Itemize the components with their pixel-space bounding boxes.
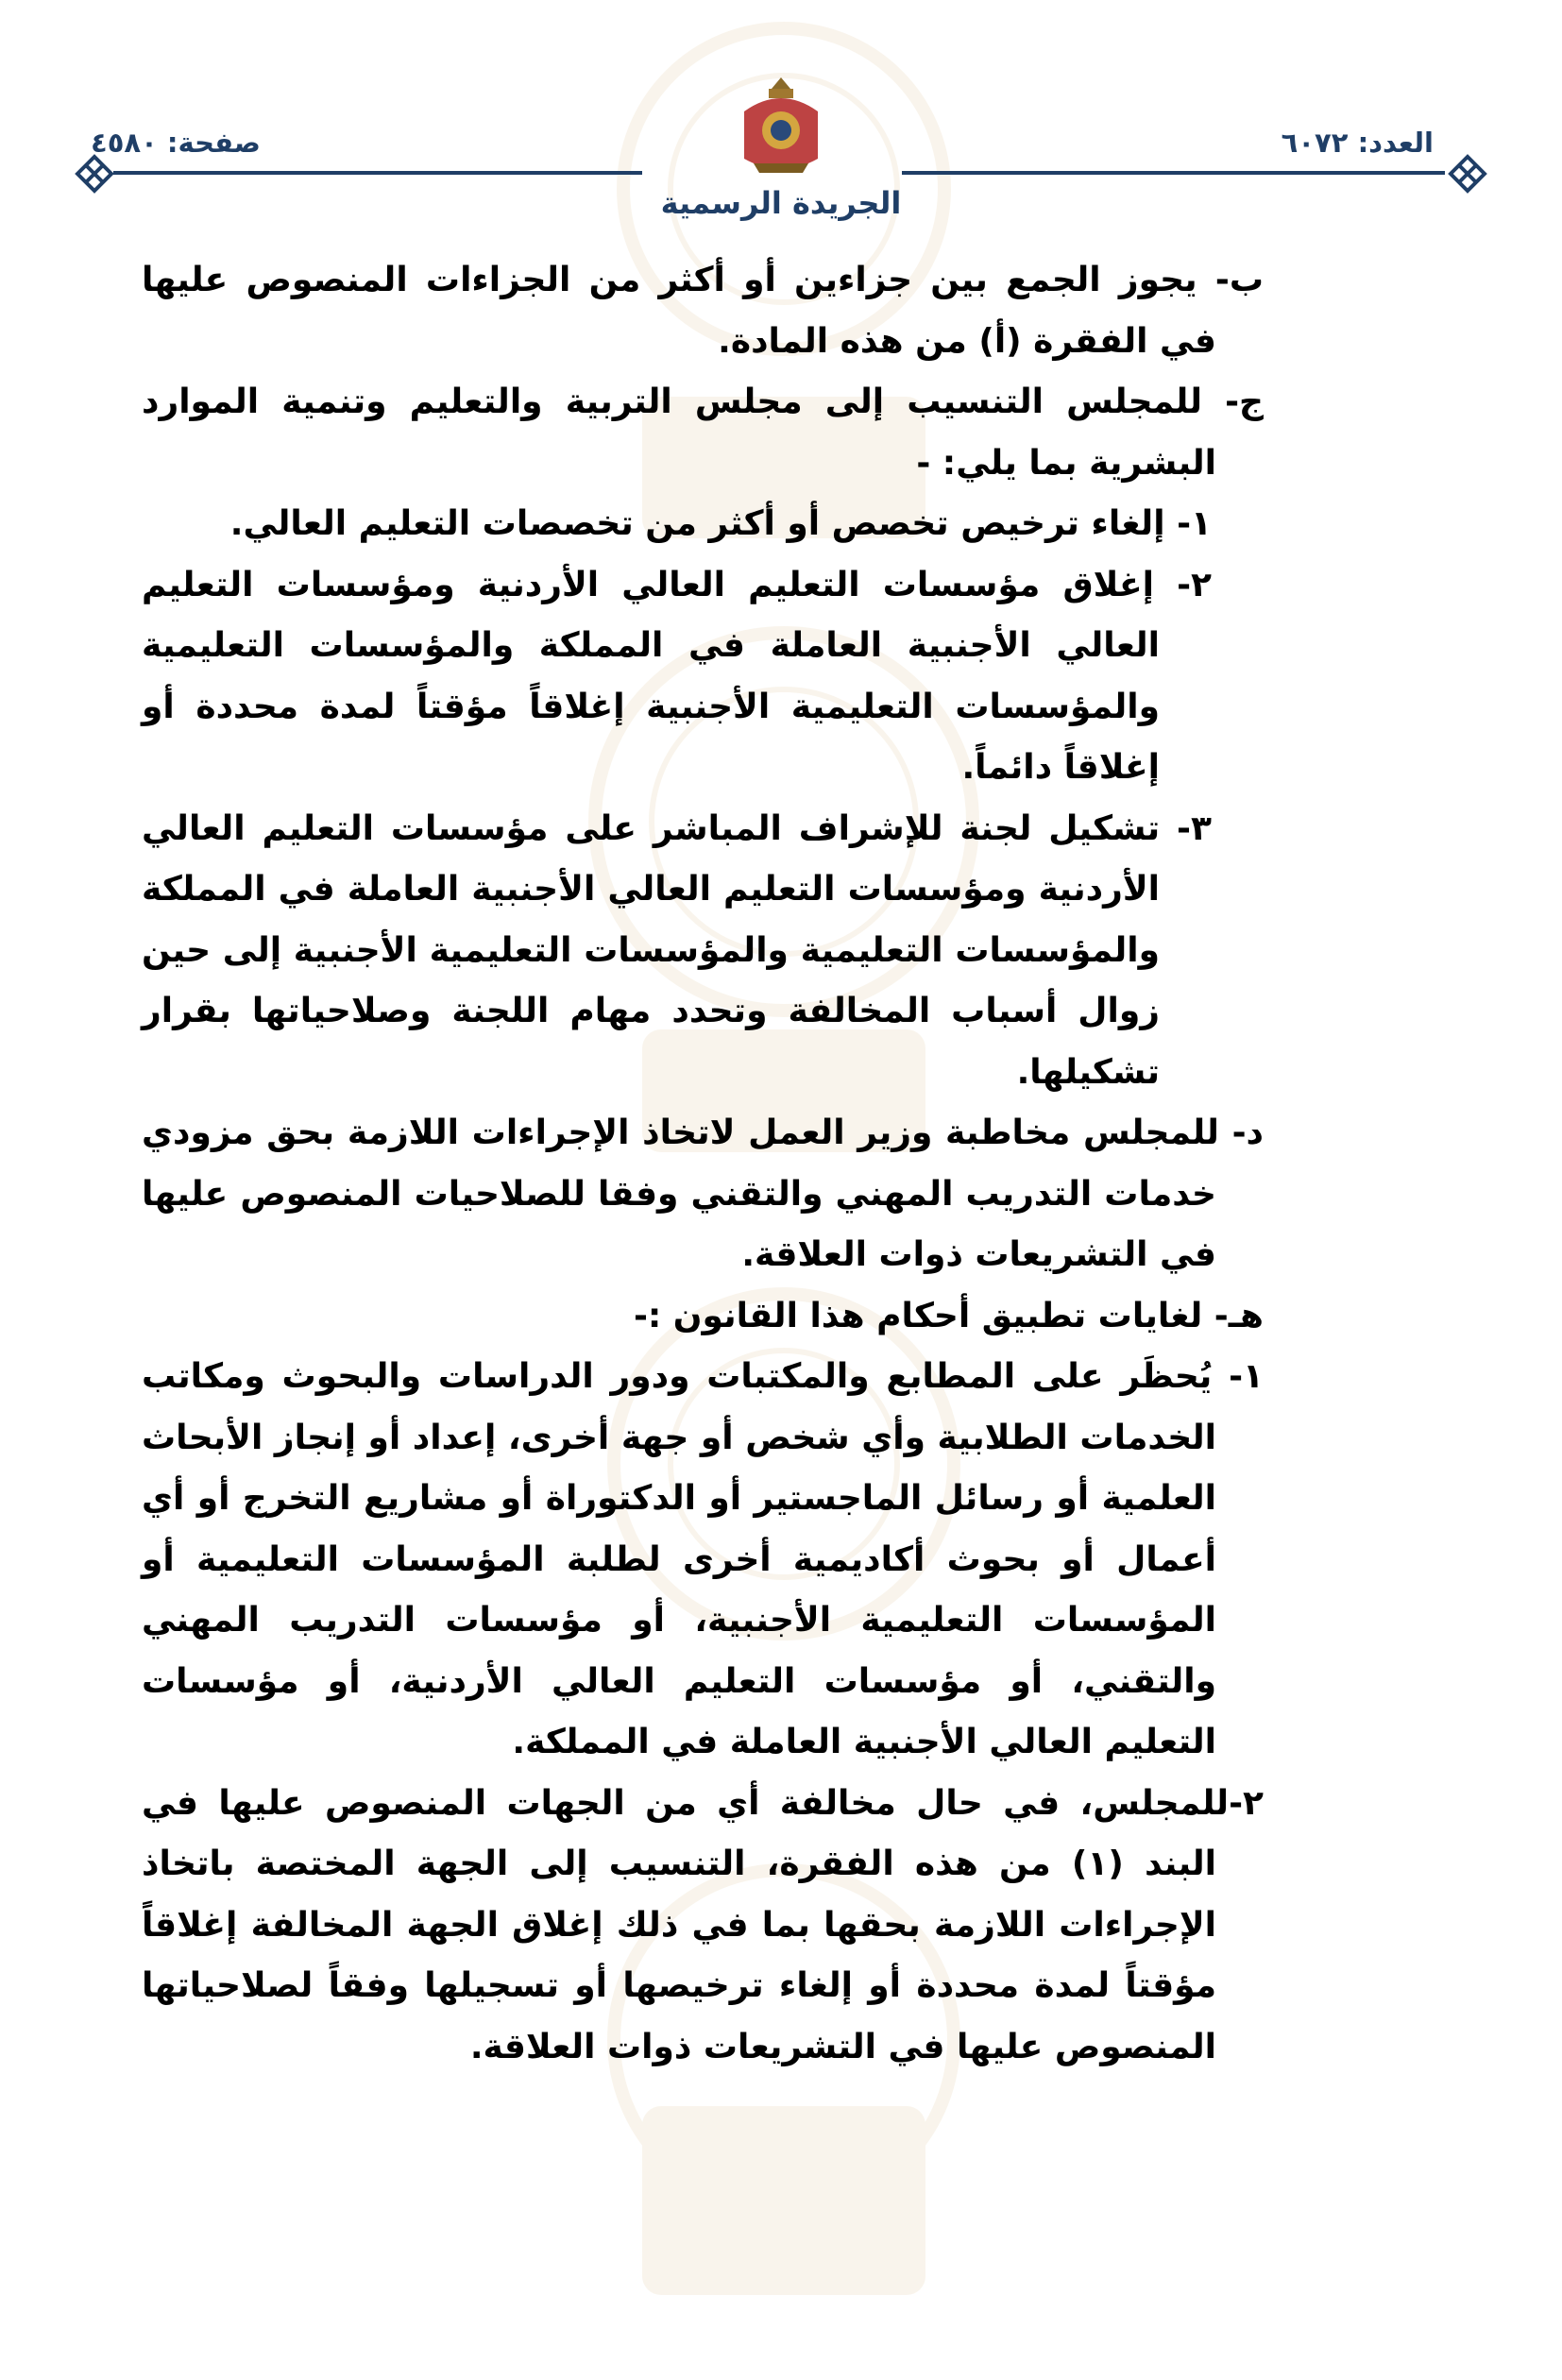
royal-emblem-icon bbox=[735, 74, 827, 178]
paragraph-h-item-2: ٢-للمجلس، في حال مخالفة أي من الجهات المنصوص عليها في البند (١) من هذه الفقرة، التنسيب إلى الجهة المختصة باتخاذ الإجراءات اللازمة بحقها بما في ذلك إغلاق الجهة المخالفة إغلاقاً مؤقتاً لمدة محددة أو إلغاء ترخيصها أو تسجيلها وفقاً لصلاحياتها المنصوص عليها في التشريعات ذوات العلاقة. bbox=[142, 1783, 1264, 2066]
paragraph-c-item-2: ٢- إغلاق مؤسسات التعليم العالي الأردنية ومؤسسات التعليم العالي الأجنبية العاملة في المملكة والمؤسسات التعليمية والمؤسسات التعليمية الأجنبية إغلاقاً مؤقتاً لمدة محددة أو إغلاقاً دائماً. bbox=[142, 565, 1212, 787]
paragraph-c-item-3: ٣- تشكيل لجنة للإشراف المباشر على مؤسسات التعليم العالي الأردنية ومؤسسات التعليم العالي الأجنبية العاملة في المملكة والمؤسسات التعليمية والمؤسسات التعليمية الأجنبية إلى حين زوال أسباب المخالفة وتحدد مهام اللجنة وصلاحياتها بقرار تشكيلها. bbox=[142, 808, 1212, 1092]
document-body bbox=[142, 250, 1264, 2078]
gazette-title: الجريدة الرسمية bbox=[660, 185, 902, 221]
paragraph-c: ج- للمجلس التنسيب إلى مجلس التربية والتعليم وتنمية الموارد البشرية بما يلي: - bbox=[142, 382, 1264, 483]
paragraph-c-item-1: ١- إلغاء ترخيص تخصص أو أكثر من تخصصات التعليم العالي. bbox=[229, 504, 1212, 543]
gazette-header bbox=[0, 0, 1562, 246]
header-rule-left bbox=[113, 171, 642, 175]
paragraph-h: هـ- لغايات تطبيق أحكام هذا القانون :- bbox=[633, 1296, 1264, 1335]
header-rule-right bbox=[902, 171, 1445, 175]
paragraph-h-item-1: ١- يُحظَر على المطابع والمكتبات ودور الدراسات والبحوث ومكاتب الخدمات الطلابية وأي شخص أو جهة أخرى، إعداد أو إنجاز الأبحاث العلمية أو رسائل الماجستير أو الدكتوراة أو مشاريع التخرج أو أي أعمال أو بحوث أكاديمية أخرى لطلبة المؤسسات التعليمية أو المؤسسات التعليمية الأجنبية، أو مؤسسات التدريب المهني والتقني، أو مؤسسات التعليم العالي الأردنية، أو مؤسسات التعليم العالي الأجنبية العاملة في المملكة. bbox=[142, 1357, 1264, 1761]
page-number: صفحة: ٤٥٨٠ bbox=[91, 127, 261, 159]
paragraph-b: ب- يجوز الجمع بين جزاءين أو أكثر من الجزاءات المنصوص عليها في الفقرة (أ) من هذه المادة. bbox=[142, 261, 1264, 361]
paragraph-d: د- للمجلس مخاطبة وزير العمل لاتخاذ الإجراءات اللازمة بحق مزودي خدمات التدريب المهني والتقني وفقا للصلاحيات المنصوص عليها في التشريعات ذوات العلاقة. bbox=[142, 1114, 1264, 1274]
issue-number: العدد: ٦٠٧٢ bbox=[1281, 127, 1434, 159]
